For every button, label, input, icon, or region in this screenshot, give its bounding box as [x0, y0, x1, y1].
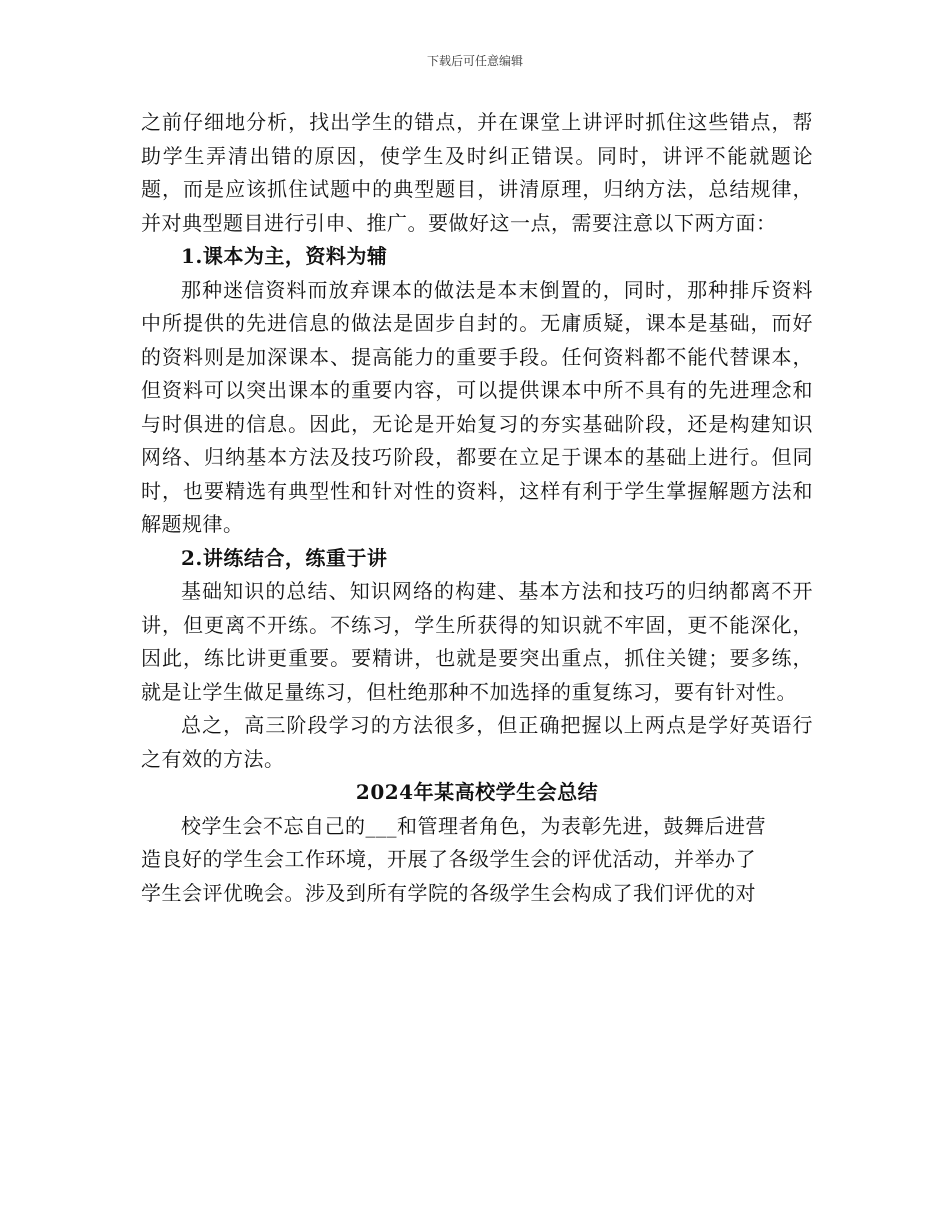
section-heading-1: 1.课本为主，资料为辅 — [181, 244, 388, 268]
paragraph-textbook: 那种迷信资料而放弃课本的做法是本末倒置的，同时，那种排斥资料中所提供的先进信息的做法是固步自封的。无庸质疑，课本是基础，而好的资料则是加深课本、提高能力的重要手段。任何资料都不能代替课本，但资料可以突出课本的重要内容，可以提供课本中所不具有的先进理念和与时俱进的信息。因此，无论是开始复习的夯实基础阶段，还是构建知识网络、归纳基本方法及技巧阶段，都要在立足于课本的基础上进行。但同时，也要精选有典型性和针对性的资料，这样有利于学生掌握解题方法和解题规律。 — [141, 277, 813, 536]
text-line: 造良好的学生会工作环境，开展了各级学生会的评优活动，并举办了 — [141, 847, 756, 871]
paragraph-conclusion: 总之，高三阶段学习的方法很多，但正确把握以上两点是学好英语行之有效的方法。 — [141, 713, 813, 771]
paragraph-student-union — [141, 810, 813, 911]
document-title: 2024年某高校学生会总结 — [355, 780, 599, 804]
section-heading-2: 2.讲练结合，练重于讲 — [181, 545, 388, 570]
text-line: 学生会评优晚会。涉及到所有学院的各级学生会构成了我们评优的对 — [141, 880, 756, 905]
paragraph-intro: 之前仔细地分析，找出学生的错点，并在课堂上讲评时抓住这些错点，帮助学生弄清出错的原因，使学生及时纠正错误。同时，讲评不能就题论题，而是应该抓住试题中的典型题目，讲清原理，归纳方法，总结规律，并对典型题目进行引申、推广。要做好这一点，需要注意以下两方面： — [141, 110, 813, 235]
text-line: 校学生会不忘自己的___和管理者角色，为表彰先进，鼓舞后进营 — [181, 813, 766, 838]
page-header-note: 下载后可任意编辑 — [426, 54, 523, 68]
document-body — [141, 106, 813, 910]
paragraph-practice: 基础知识的总结、知识网络的构建、基本方法和技巧的归纳都离不开讲，但更离不开练。不练习，学生所获得的知识就不牢固，更不能深化，因此，练比讲更重要。要精讲，也就是要突出重点，抓住关键；要多练，就是让学生做足量练习，但杜绝那种不加选择的重复练习，要有针对性。 — [141, 579, 813, 704]
